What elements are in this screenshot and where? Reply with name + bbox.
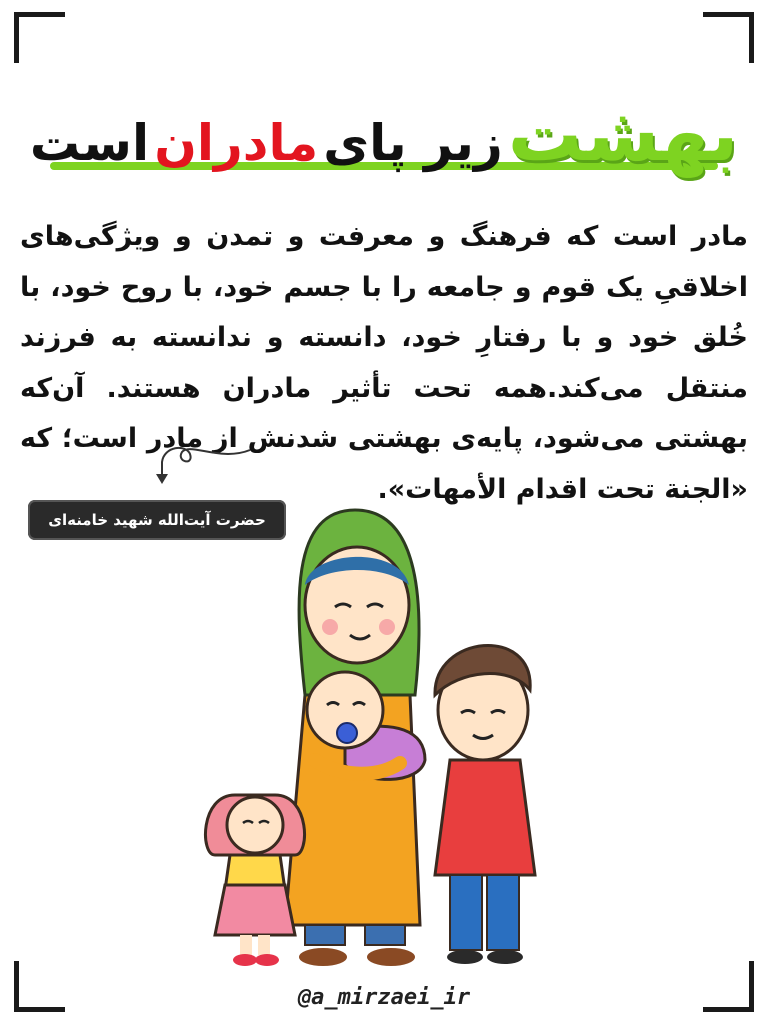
title-word-madaran: مادران (154, 114, 319, 172)
author-badge: حضرت آیت‌الله شهید خامنه‌ای (28, 500, 286, 540)
quote-paragraph: مادر است که فرهنگ و معرفت و تمدن و ویژگی‌های اخلاقیِ یک قوم و جامعه را با جسم خود، با روح خود، با خُلق خود و با رفتارِ خود، دانسته و ندانسته به فرزند منتقل می‌کند.همه تحت تأثیر مادران هستند. آن‌که بهشتی می‌شود، پایه‌ی بهشتی شدنش از مادر است؛ که «الجنة تحت اقدام الأمهات». (20, 221, 748, 505)
boy-figure (435, 645, 535, 964)
social-handle: @a_mirzaei_ir (297, 985, 471, 1010)
corner-frame-top-right (703, 12, 754, 63)
title-word-ast: است (29, 114, 150, 172)
corner-frame-top-left (14, 12, 65, 63)
curly-arrow-icon (150, 432, 260, 492)
family-illustration (195, 495, 555, 975)
title-word-behesht: بهشت (507, 92, 739, 178)
page-title (20, 92, 748, 192)
title-word-zire-paye: زیر پای (323, 114, 503, 172)
